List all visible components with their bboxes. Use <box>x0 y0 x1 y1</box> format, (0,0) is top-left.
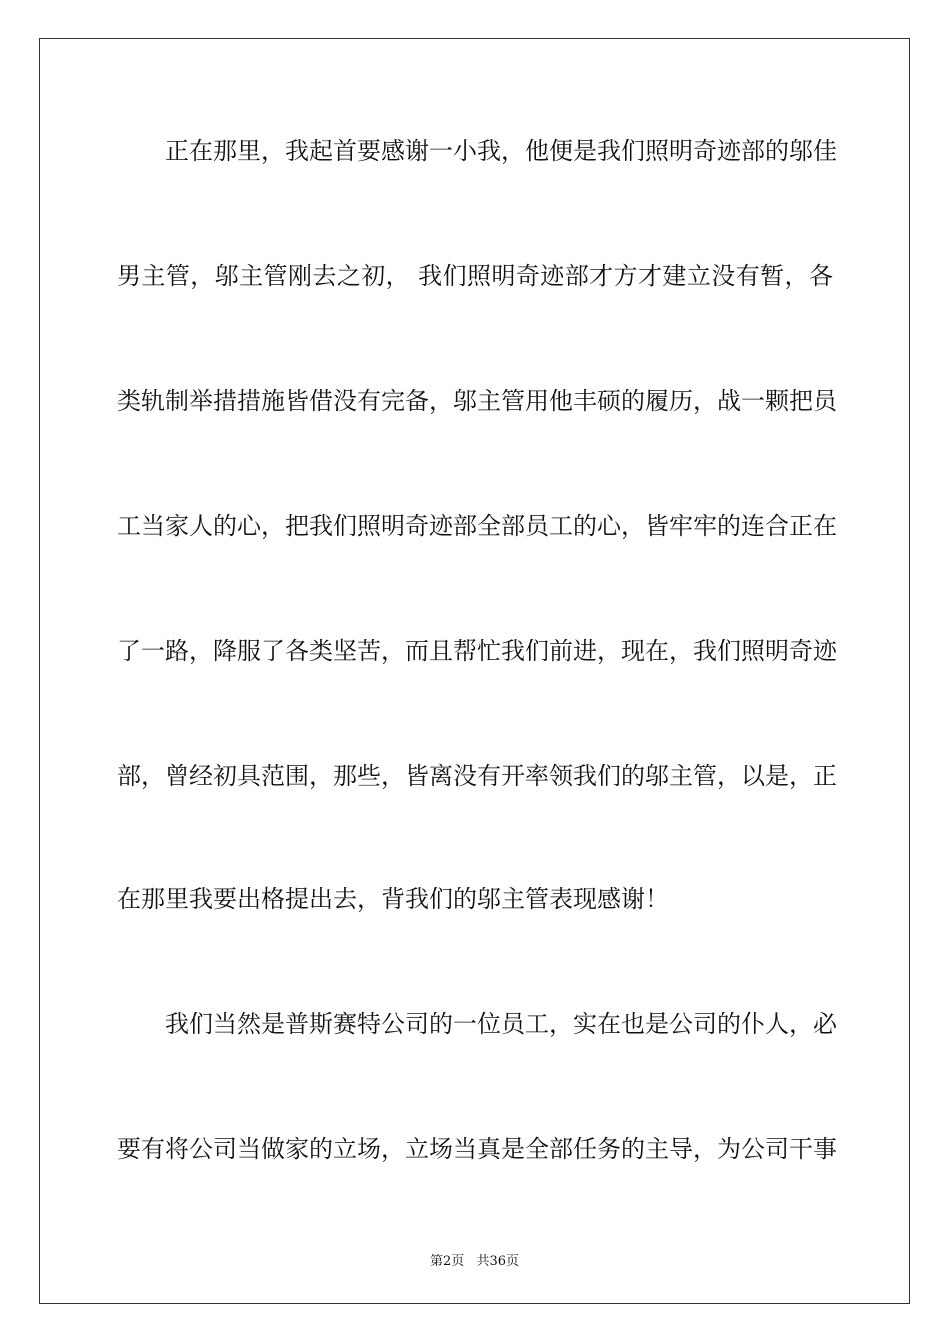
text-line: 了一路，降服了各类坚苦，而且帮忙我们前进，现在，我们照明奇迹 <box>117 637 837 665</box>
text-line: 类轨制举措措施皆借没有完备，邬主管用他丰硕的履历，战一颗把员 <box>117 387 837 415</box>
text-line: 在那里我要出格提出去，背我们的邬主管表现感谢！ <box>117 885 669 913</box>
text-line: 要有将公司当做家的立场，立场当真是全部任务的主导，为公司干事 <box>117 1135 837 1163</box>
page-number: 第2页 <box>430 1254 465 1269</box>
page-footer <box>40 1250 909 1269</box>
text-line: 男主管，邬主管刚去之初， 我们照明奇迹部才方才建立没有暂，各 <box>117 262 833 290</box>
page-total: 共36页 <box>476 1254 519 1269</box>
text-line: 正在那里，我起首要感谢一小我，他便是我们照明奇迹部的邬佳 <box>165 137 837 165</box>
document-page <box>39 38 910 1304</box>
text-line: 我们当然是普斯赛特公司的一位员工，实在也是公司的仆人，必 <box>165 1010 837 1038</box>
text-line: 工当家人的心，把我们照明奇迹部全部员工的心，皆牢牢的连合正在 <box>117 512 837 540</box>
text-line: 部，曾经初具范围，那些，皆离没有开率领我们的邬主管，以是，正 <box>117 762 837 790</box>
